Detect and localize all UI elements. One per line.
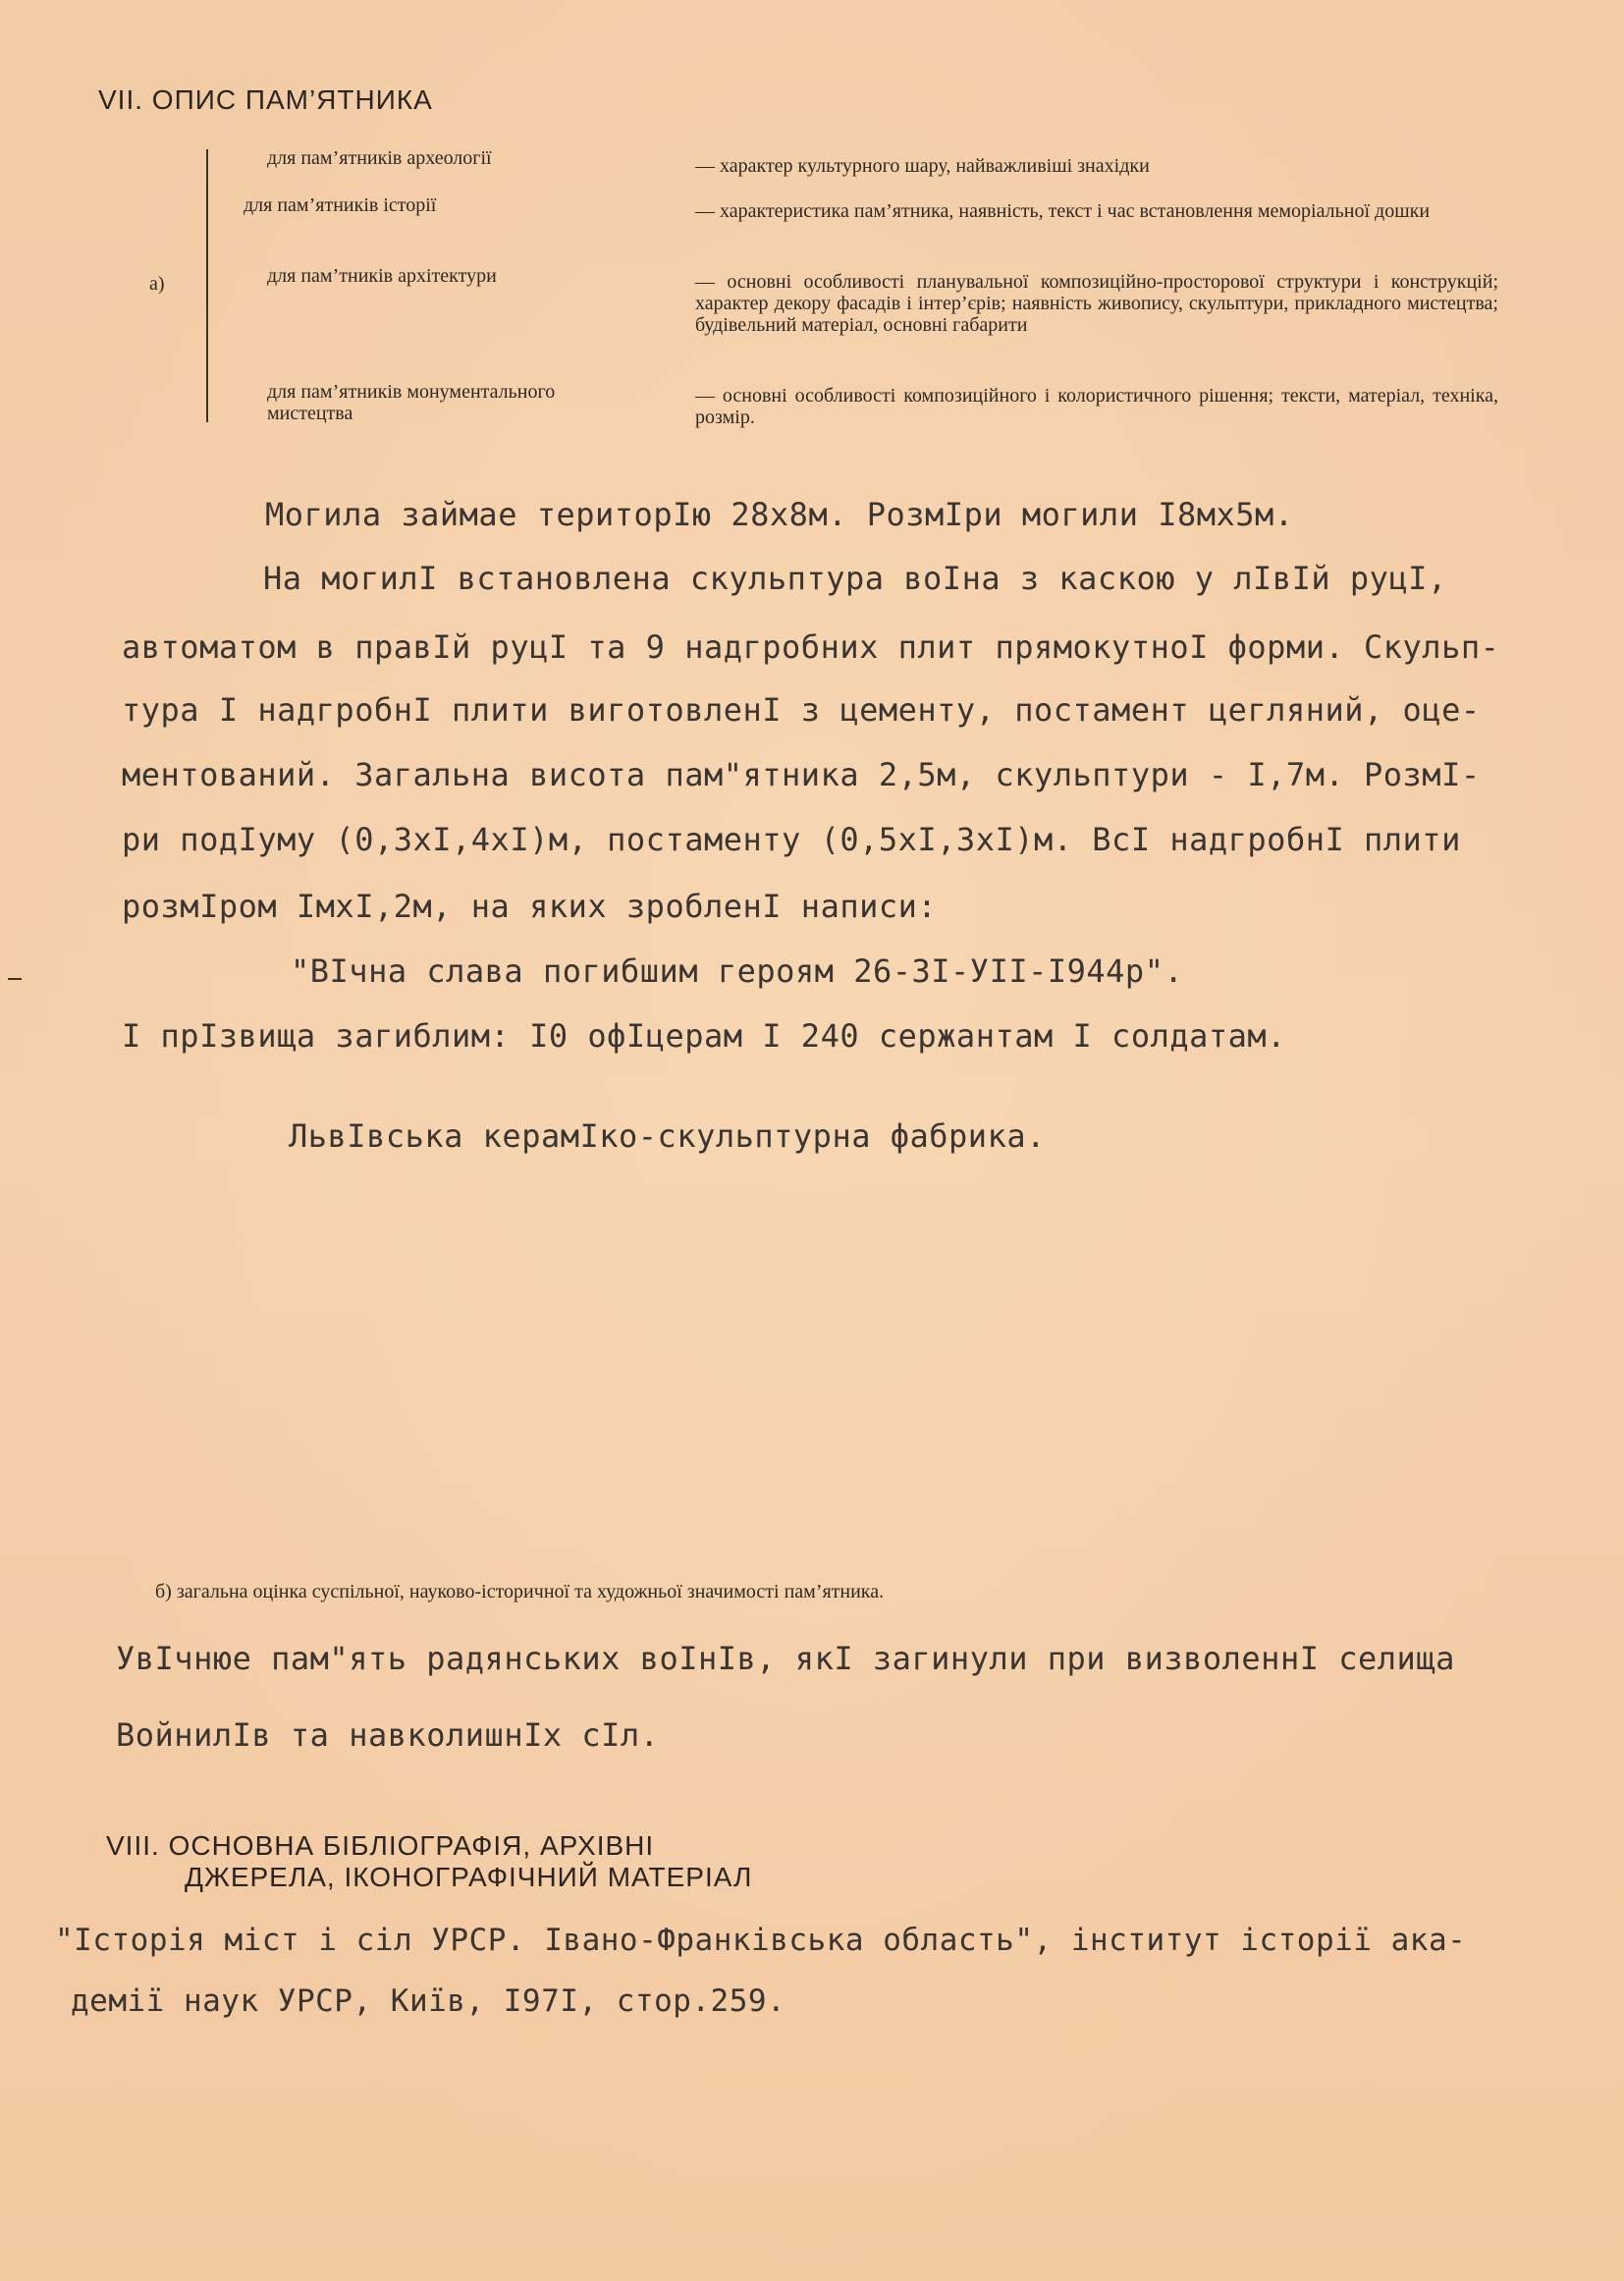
brace-bracket: [206, 149, 222, 422]
typed-line-1: Могила займае територІю 28х8м. РозмІри могили I8мх5м.: [265, 496, 1294, 533]
typed-line-9: I прIзвища загиблим: I0 офIцерам I 240 сержантам I солдатам.: [122, 1017, 1286, 1055]
margin-mark: [8, 978, 22, 980]
row-left-archaeology: для пам’ятників археології: [267, 147, 492, 169]
label-b: б) загальна оцінка суспільної, науково-історичної та художньої значимості пам’ятника.: [155, 1581, 885, 1602]
row-right-history: — характеристика пам’ятника, наявність, текст і час встановлення меморіальної дошки: [695, 200, 1431, 222]
typed-line-6: ри подIуму (0,3хI,4хI)м, постаменту (0,5хI,3хI)м. ВсI надгробнI плити: [122, 821, 1461, 858]
typed-line-3: автоматом в правIй руцI та 9 надгробних плит прямокутноI форми. Скульп-: [122, 628, 1500, 666]
typed-line-7: розмIром IмхI,2м, на яких зробленI написи:: [122, 888, 938, 925]
section-8-heading-line-1: VIII. ОСНОВНА БІБЛІОГРАФІЯ, АРХІВНІ: [106, 1830, 655, 1861]
section-8-heading: [106, 1830, 752, 1893]
row-right-monumental: — основні особливості композиційного і колористичного рішення; тексти, матеріал, техніка, розмір.: [695, 385, 1498, 428]
row-right-architecture: — основні особливості планувальної композиційно-просторової структури і конструкцій; характер декору фасадів і інтер’єрів; наявність живопису, скульптури, прикладного мистецтва; будівельний матеріал, основні габарити: [695, 271, 1498, 336]
row-left-monumental: для пам’ятників монументального мистецтва: [267, 381, 556, 424]
section-7-heading: VII. ОПИС ПАМ’ЯТНИКА: [98, 84, 433, 115]
row-left-architecture: для пам’тників архітектури: [267, 265, 497, 287]
typed-line-5: ментований. Загальна висота пам"ятника 2,5м, скульптури - I,7м. РозмI-: [122, 756, 1481, 793]
typed-line-10-factory: ЛьвIвська керамIко-скульптурна фабрика.: [289, 1117, 1046, 1155]
bibliography-line-2: демії наук УРСР, Київ, I97I, стор.259.: [71, 1983, 786, 2019]
bibliography-line-1: "Історія міст і сіл УРСР. Івано-Франківська область", інститут історії ака-: [55, 1923, 1467, 1958]
label-a: а): [149, 273, 165, 295]
typed-line-2: На могилІ встановлена скульптура воIна з каскою у лIвIй руцI,: [263, 560, 1447, 597]
typed-line-4: тура I надгробнI плити виготовленI з цементу, постамент цегляний, оце-: [122, 691, 1481, 729]
section-8-heading-line-2: ДЖЕРЕЛА, ІКОНОГРАФІЧНИЙ МАТЕРІАЛ: [185, 1862, 753, 1892]
row-left-history: для пам’ятників історії: [244, 194, 437, 216]
typed-b-line-1: УвIчнюе пам"ять радянських воIнIв, якI загинули при визволеннI селища: [116, 1640, 1455, 1677]
typed-b-line-2: ВойнилIв та навколишнIх сIл.: [116, 1716, 660, 1754]
row-right-archaeology: — характер культурного шару, найважливіші знахідки: [695, 155, 1150, 177]
typed-line-8-inscription: "ВIчна слава погибшим героям 26-3I-УII-I944р".: [291, 952, 1184, 990]
